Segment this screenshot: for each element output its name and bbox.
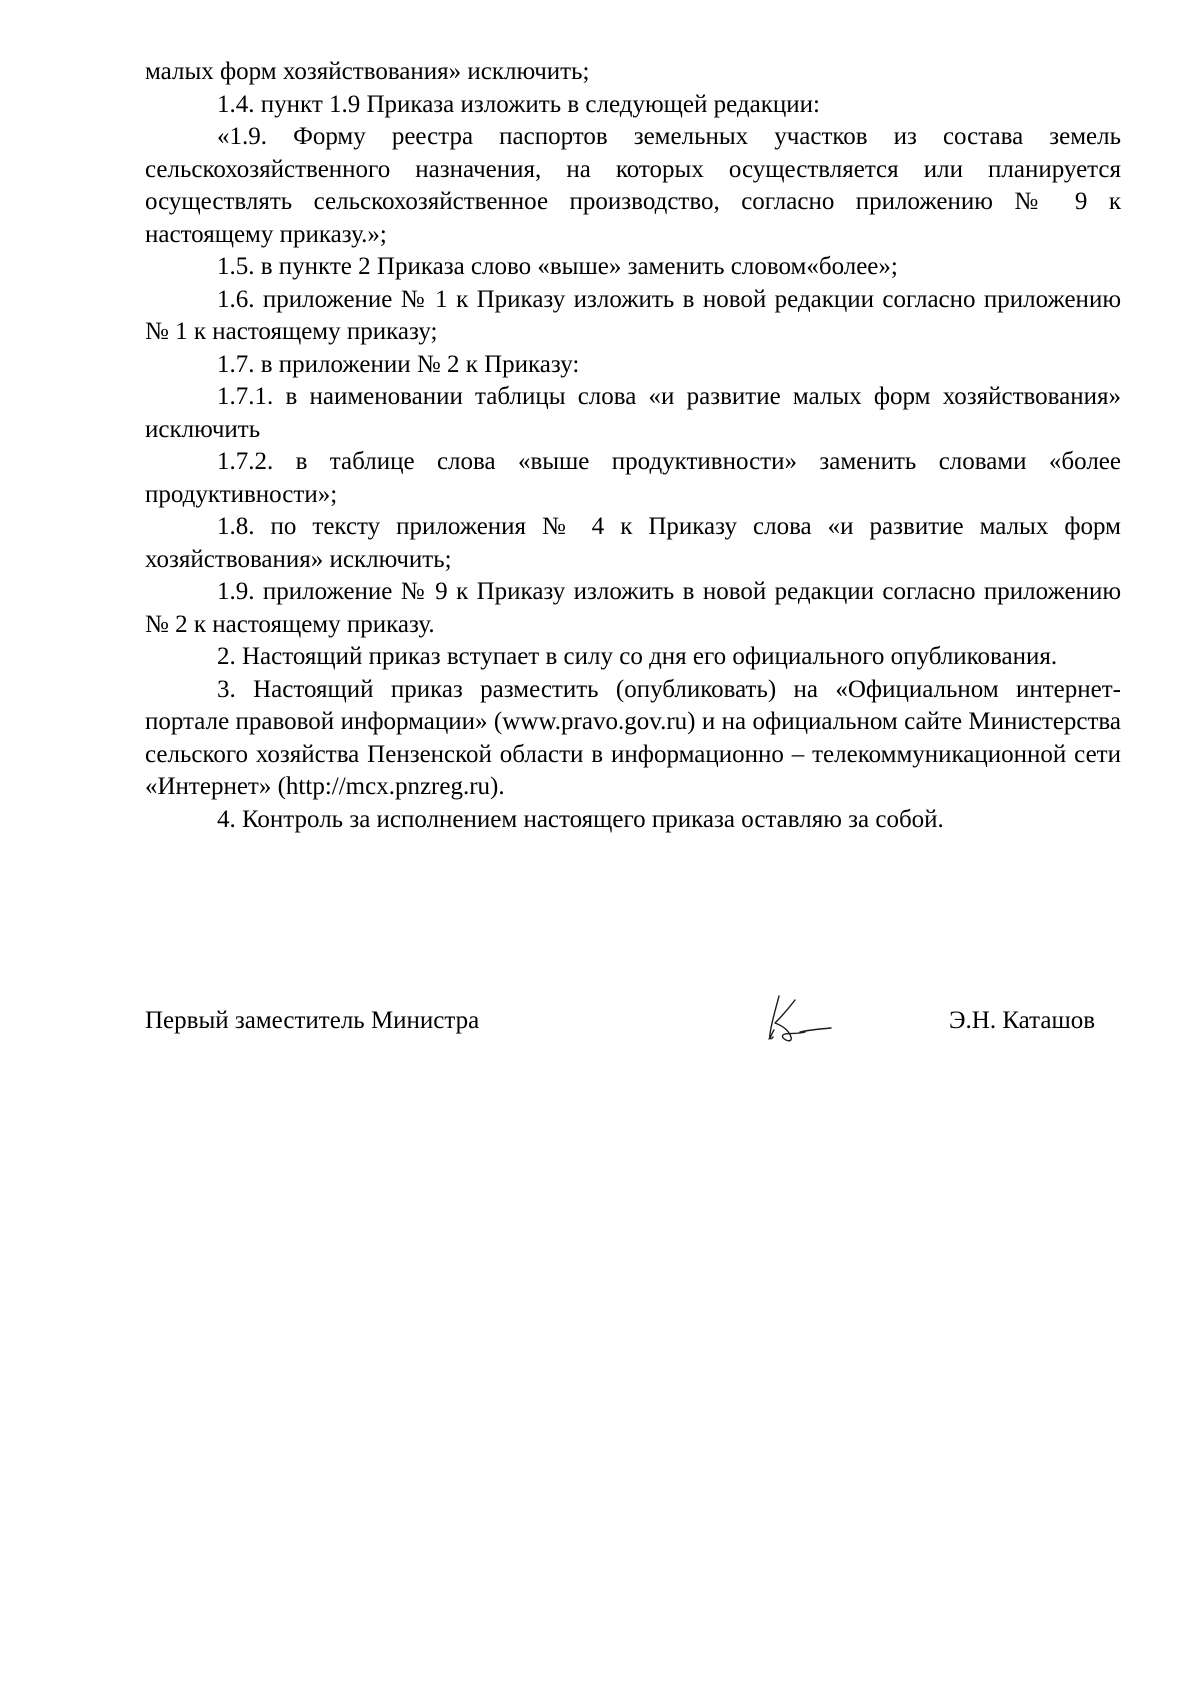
- paragraph-1-7: 1.7. в приложении № 2 к Приказу:: [217, 350, 580, 378]
- paragraph-1-4: 1.4. пункт 1.9 Приказа изложить в следующей редакции:: [217, 90, 820, 118]
- paragraph-1-6: 1.6. приложение № 1 к Приказу изложить в новой редакции согласно приложению № 1 к настоящему приказу;: [145, 285, 1121, 345]
- signatory-name: Э.Н. Каташов: [949, 1007, 1095, 1034]
- paragraph-1-9: 1.9. приложение № 9 к Приказу изложить в новой редакции согласно приложению № 2 к настоящему приказу.: [145, 578, 1121, 638]
- paragraph-1-7-2: 1.7.2. в таблице слова «выше продуктивности» заменить словами «более продуктивности»;: [145, 448, 1121, 508]
- paragraph-1-3-continuation: малых форм хозяйствования» исключить;: [145, 58, 590, 85]
- document-body: [145, 56, 1121, 836]
- signature-block: [145, 990, 1121, 1050]
- handwritten-signature-icon: [745, 990, 855, 1050]
- paragraph-1-9-quote: «1.9. Форму реестра паспортов земельных участков из состава земель сельскохозяйственного назначения, на которых осуществляется или планируется осуществлять сельскохозяйственное производство, согласно приложению № 9 к настоящему приказу.»;: [145, 123, 1121, 248]
- paragraph-1-8: 1.8. по тексту приложения № 4 к Приказу слова «и развитие малых форм хозяйствования» исключить;: [145, 513, 1121, 573]
- paragraph-1-7-1: 1.7.1. в наименовании таблицы слова «и развитие малых форм хозяйствования» исключить: [145, 383, 1121, 443]
- paragraph-1-5: 1.5. в пункте 2 Приказа слово «выше» заменить словом«более»;: [217, 253, 898, 280]
- signatory-position: Первый заместитель Министра: [145, 1007, 480, 1034]
- paragraph-4: 4. Контроль за исполнением настоящего приказа оставляю за собой.: [217, 805, 944, 833]
- paragraph-3: 3. Настоящий приказ разместить (опубликовать) на «Официальном интернет-портале правовой информации» (www.pravo.gov.ru) и на официальном сайте Министерства сельского хозяйства Пензенской области в информационно – телекоммуникационной сети «Интернет» (http://mcx.pnzreg.ru).: [145, 675, 1121, 800]
- paragraph-2: 2. Настоящий приказ вступает в силу со дня его официального опубликования.: [217, 643, 1058, 670]
